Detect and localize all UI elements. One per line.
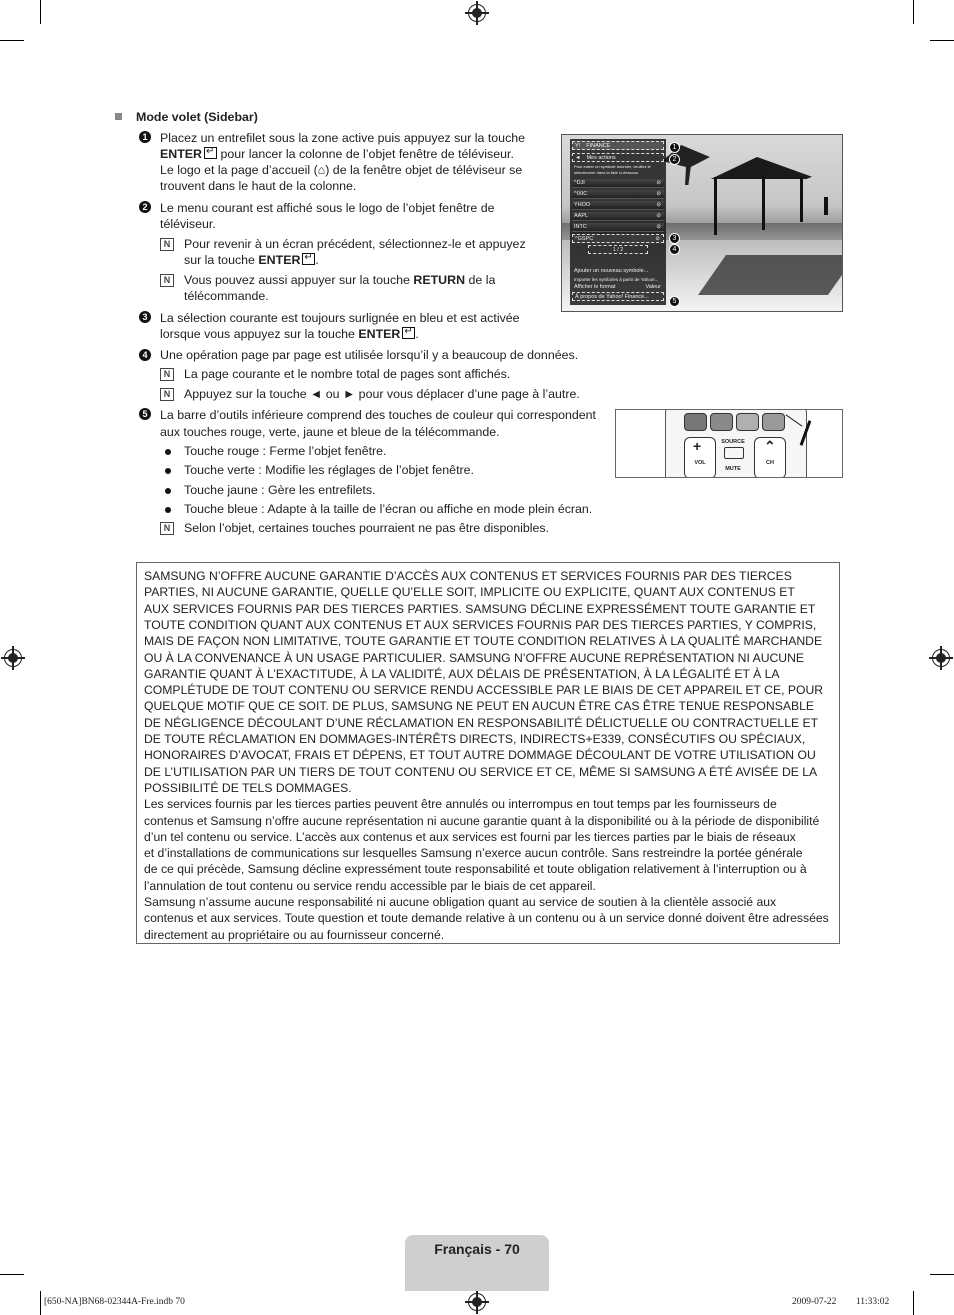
sidebar-menu[interactable] bbox=[572, 153, 664, 162]
registration-mark-icon bbox=[4, 649, 22, 667]
item-text: lorsque vous appuyez sur la touche ENTER↵ . bbox=[160, 326, 419, 342]
callout-number: 1 bbox=[669, 142, 680, 153]
item-text: La sélection courante est toujours surlignée en bleu et est activée bbox=[160, 311, 520, 325]
back-icon: ◄ bbox=[575, 155, 581, 161]
stock-delete-icon[interactable]: ⊘ bbox=[656, 202, 661, 208]
page-number-label: Français - 70 bbox=[434, 1241, 520, 1257]
disclaimer-line: COMPLÉTUDE DE TOUT CONTENU OU SERVICE RENDU ACCESSIBLE PAR LE BIAIS DE CET APPAREIL ET CE, POUR bbox=[144, 683, 824, 698]
disclaimer-line: GARANTIE QUANT À L’EXACTITUDE, À LA VALIDITÉ, AUX DÉLAIS DE PRÉSENTATION, À LA LÉGALITÉ ET À LA bbox=[144, 666, 780, 681]
disclaimer-line: et d’installations de communications sur lesquelles Samsung n’exerce aucun contrôle. Sans restreindre la portée générale bbox=[144, 846, 803, 861]
bullet-icon bbox=[165, 449, 171, 455]
callout-number: 3 bbox=[669, 233, 680, 244]
disclaimer-line: Les services fournis par les tierces parties peuvent être annulés ou interrompus en tout temps par les fournisseurs de bbox=[144, 797, 777, 812]
disclaimer-line: contenus et aux services. Toute question et toute demande relative à un contenu ou à un service donné doivent être adressées bbox=[144, 911, 829, 926]
stock-delete-icon[interactable]: ⊘ bbox=[656, 213, 661, 219]
source-icon bbox=[724, 447, 744, 459]
disclaimer-line: HONORAIRES D’AVOCAT, FRAIS ET DÉPENS, ET TOUT AUTRE DOMMAGE DÉCOULANT DE VOTRE UTILISATION OU bbox=[144, 748, 816, 763]
tv-hut-post bbox=[762, 175, 765, 230]
green-button[interactable] bbox=[710, 413, 733, 431]
stock-symbol: ^IXIC bbox=[574, 191, 588, 197]
blue-button[interactable] bbox=[762, 413, 785, 431]
stock-row[interactable] bbox=[572, 201, 664, 210]
note-icon: N bbox=[160, 368, 174, 381]
bullet-text: Touche rouge : Ferme l’objet fenêtre. bbox=[184, 444, 387, 458]
note-text: Appuyez sur la touche ◄ ou ► pour vous déplacer d’une page à l’autre. bbox=[184, 387, 580, 401]
action-item[interactable]: Ajouter un nouveau symbole... bbox=[574, 268, 649, 274]
crop-mark bbox=[0, 1274, 24, 1275]
disclaimer-line: directement au propriétaire ou au fournisseur concerné. bbox=[144, 927, 445, 942]
action-item[interactable] bbox=[572, 283, 664, 292]
stock-row[interactable] bbox=[572, 179, 664, 188]
step-number: 5 bbox=[139, 408, 151, 420]
disclaimer-line: MAIS DE FAÇON NON LIMITATIVE, TOUTE GARANTIE ET TOUTE CONDITION RELATIVES À LA QUALITÉ MARCHANDE bbox=[144, 634, 823, 649]
crop-mark bbox=[40, 0, 41, 24]
disclaimer-line: de ce qui précède, Samsung décline expressément toute responsabilité et toute obligation relativement à l’interruption ou à bbox=[144, 862, 807, 877]
yahoo-logo-icon: Y! bbox=[575, 143, 581, 149]
disclaimer-line: TOUTE CONDITION QUANT AUX CONTENUS ET AUX SERVICES FOURNIS PAR DES TIERCES PARTIES, Y COMPRIS, bbox=[144, 617, 817, 632]
disclaimer-line: d’un tel contenu ou service. L’accès aux contenus et aux services est fourni par les tierces parties par le biais de réseaux bbox=[144, 829, 796, 844]
date-slug: 2009-07-22 ￿￿ 11:33:02 bbox=[792, 1297, 890, 1307]
callout-number: 5 bbox=[669, 296, 680, 307]
item-text-part: lorsque vous appuyez sur la touche bbox=[160, 327, 355, 341]
item-text: Placez un entrefilet sous la zone active puis appuyez sur la touche bbox=[160, 131, 526, 145]
stock-symbol: ^GSPC bbox=[575, 236, 594, 242]
bullet-text: Touche jaune : Gère les entrefilets. bbox=[184, 483, 376, 497]
disclaimer-line: DE L’UTILISATION PAR UN TIERS DE TOUT CONTENU OU SERVICE ET CE, MÊME SI SAMSUNG A ÉTÉ AVISÉE DE LA bbox=[144, 764, 818, 779]
disclaimer-line: POSSIBILITÉ DE TELS DOMMAGES. bbox=[144, 780, 352, 795]
item-text bbox=[160, 162, 522, 178]
crop-mark bbox=[930, 40, 954, 41]
note-text-part: sur la touche bbox=[184, 253, 255, 267]
registration-mark-icon bbox=[932, 649, 950, 667]
disclaimer-line: PARTIES, NI AUCUNE GARANTIE, QUELLE QU’ELLE SOIT, IMPLICITE OU EXPLICITE, QUANT AUX CONTENUS ET bbox=[144, 585, 795, 600]
stock-row[interactable] bbox=[572, 212, 664, 221]
item-text: Une opération page par page est utilisée lorsqu’il y a beaucoup de données. bbox=[160, 348, 579, 362]
page-indicator: 1 / 2 bbox=[588, 245, 648, 254]
note-text bbox=[184, 272, 495, 288]
return-key-label: RETURN bbox=[413, 273, 466, 287]
step-number: 3 bbox=[139, 311, 151, 323]
disclaimer-line: contenus et Samsung n’offre aucune représentation ni aucune garantie quant à la disponibilité ou à la période de disponibilité bbox=[144, 813, 820, 828]
item-text: Le menu courant est affiché sous le logo de l’objet fenêtre de bbox=[160, 201, 495, 215]
enter-key-label: ENTER bbox=[258, 253, 301, 267]
enter-icon bbox=[302, 253, 315, 265]
note-text: La page courante et le nombre total de pages sont affichés. bbox=[184, 367, 511, 381]
note-text: Selon l’objet, certaines touches pourraient ne pas être disponibles. bbox=[184, 521, 550, 535]
ch-label: CH bbox=[766, 460, 774, 466]
bullet-icon bbox=[165, 468, 171, 474]
disclaimer-box bbox=[136, 562, 840, 944]
crop-mark bbox=[913, 1291, 914, 1315]
action-label: Afficher le format bbox=[574, 284, 616, 290]
source-label: SOURCE bbox=[721, 439, 745, 445]
disclaimer-line: DE NÉGLIGENCE DÉCOULANT D’UNE RÉCLAMATION EN RESPONSABILITÉ DÉLICTUELLE OU CONTRACTUELLE ET bbox=[144, 715, 819, 730]
ch-button[interactable] bbox=[754, 437, 786, 478]
sidebar-hint: Pour entrer un symbole boursier, veuillez le bbox=[574, 164, 651, 169]
item-text-part: Le logo et la page d’accueil ( bbox=[160, 163, 318, 177]
crop-mark bbox=[0, 40, 24, 41]
step-number: 4 bbox=[139, 349, 151, 361]
stock-row[interactable] bbox=[572, 223, 664, 232]
tv-hut-post bbox=[800, 177, 803, 222]
stock-symbol: INTC bbox=[574, 224, 587, 230]
note-icon: N bbox=[160, 274, 174, 287]
stock-symbol: ^DJI bbox=[574, 180, 585, 186]
disclaimer-line: l’annulation de tout contenu ou service rendu accessible par le biais de cet appareil. bbox=[144, 878, 596, 893]
bullet-text: Touche verte : Modifie les réglages de l’objet fenêtre. bbox=[184, 463, 474, 477]
tv-hut-post bbox=[714, 177, 717, 235]
note-icon: N bbox=[160, 388, 174, 401]
disclaimer-line: OU À LA CONVENANCE À UN USAGE PARTICULIER. SAMSUNG N’OFFRE AUCUNE REPRÉSENTATION NI AUCUNE bbox=[144, 650, 805, 665]
note-text-part: Vous pouvez aussi appuyer sur la touche bbox=[184, 273, 410, 287]
disclaimer-line: SAMSUNG N’OFFRE AUCUNE GARANTIE D’ACCÈS AUX CONTENUS ET SERVICES FOURNIS PAR DES TIERCES bbox=[144, 569, 792, 583]
item-text: téléviseur. bbox=[160, 217, 216, 231]
section-title: Mode volet (Sidebar) bbox=[136, 110, 258, 124]
disclaimer-line: Samsung n’assume aucune responsabilité ni aucune obligation quant au service de soutien à la clientèle associé aux bbox=[144, 895, 777, 909]
file-slug: [650-NA]BN68-02344A-Fre.indb 70 bbox=[44, 1297, 185, 1307]
source-mute-button[interactable] bbox=[718, 437, 748, 477]
note-icon: N bbox=[160, 522, 174, 535]
yellow-button[interactable] bbox=[736, 413, 759, 431]
stock-row-selected[interactable] bbox=[572, 234, 664, 243]
plus-icon: + bbox=[693, 438, 702, 454]
action-item[interactable]: Importer les symboles à partir de Yahoo!... bbox=[574, 277, 659, 282]
item-text: aux touches rouge, verte, jaune et bleue de la télécommande. bbox=[160, 425, 500, 439]
registration-mark-icon bbox=[468, 1293, 486, 1311]
note-text: sur la touche ENTER↵ . bbox=[184, 252, 319, 268]
remote-body bbox=[665, 409, 807, 478]
stock-delete-icon[interactable]: ⊘ bbox=[656, 191, 661, 197]
bullet-icon bbox=[165, 488, 171, 494]
sidebar-hint: sélectionner dans la liste ci-dessous. bbox=[574, 170, 640, 175]
item-text: La barre d’outils inférieure comprend des touches de couleur qui correspondent bbox=[160, 408, 597, 422]
action-item[interactable]: À propos de Yahoo! Finance... bbox=[572, 292, 664, 301]
enter-icon bbox=[204, 147, 217, 159]
mute-label: MUTE bbox=[725, 466, 741, 472]
vol-label: VOL bbox=[694, 460, 706, 466]
callout-number: 4 bbox=[669, 244, 680, 255]
callout-number: 2 bbox=[669, 154, 680, 165]
crop-mark bbox=[930, 1274, 954, 1275]
tv-beach-hut bbox=[702, 157, 812, 179]
enter-key-label: ENTER bbox=[358, 327, 401, 341]
stock-delete-icon[interactable]: ⊘ bbox=[655, 236, 660, 242]
item-text bbox=[160, 146, 514, 162]
registration-mark-icon bbox=[468, 4, 486, 22]
note-text-part: de la bbox=[468, 273, 496, 287]
red-button[interactable] bbox=[684, 413, 707, 431]
stock-symbol: AAPL bbox=[574, 213, 589, 219]
disclaimer-line: QUELQUE MOTIF QUE CE SOIT. DE PLUS, SAMSUNG NE PEUT EN AUCUN ÊTRE CAS ÊTRE TENUE RESPONSABLE bbox=[144, 699, 814, 714]
tv-palm-tree bbox=[662, 145, 710, 185]
disclaimer-line: AUX SERVICES FOURNIS PAR DES TIERCES PARTIES. SAMSUNG DÉCLINE EXPRESSÉMENT TOUTE GARANTIE ET bbox=[144, 601, 816, 616]
stock-delete-icon[interactable]: ⊘ bbox=[656, 180, 661, 186]
stock-delete-icon[interactable]: ⊘ bbox=[656, 224, 661, 230]
home-icon: ⌂ bbox=[317, 163, 326, 177]
remote-control-illustration bbox=[615, 409, 843, 478]
crop-mark bbox=[913, 0, 914, 24]
bullet-icon bbox=[165, 507, 171, 513]
stock-symbol: YHOO bbox=[574, 202, 591, 208]
step-number: 2 bbox=[139, 201, 151, 213]
ch-up-icon: ⌃ bbox=[764, 438, 776, 454]
note-text: Pour revenir à un écran précédent, sélectionnez-le et appuyez bbox=[184, 237, 526, 251]
sidebar-header bbox=[572, 141, 664, 150]
section-bullet-icon bbox=[115, 113, 122, 120]
note-text: télécommande. bbox=[184, 289, 269, 303]
item-text-part: ) de la fenêtre objet de téléviseur se bbox=[325, 163, 523, 177]
widget-sidebar[interactable] bbox=[570, 139, 666, 305]
crop-mark bbox=[40, 1291, 41, 1315]
item-text-part: pour lancer la colonne de l’objet fenêtre de téléviseur. bbox=[220, 147, 514, 161]
vol-button[interactable] bbox=[684, 437, 716, 478]
note-icon: N bbox=[160, 238, 174, 251]
step-number: 1 bbox=[139, 131, 151, 143]
action-value: Valeur bbox=[645, 284, 661, 290]
sidebar-menu-label: Mes actions bbox=[586, 155, 616, 161]
bullet-text: Touche bleue : Adapte à la taille de l’écran ou affiche en mode plein écran. bbox=[184, 502, 593, 516]
tv-person bbox=[824, 197, 828, 215]
page-footer-tab bbox=[405, 1235, 549, 1291]
tv-screenshot bbox=[561, 134, 843, 312]
enter-icon bbox=[402, 327, 415, 339]
enter-key-label: ENTER bbox=[160, 147, 202, 161]
stock-row[interactable] bbox=[572, 190, 664, 199]
sidebar-header-label: FINANCE bbox=[586, 143, 611, 149]
item-text: trouvent dans le haut de la colonne. bbox=[160, 179, 357, 193]
disclaimer-line: DE TOUTE RÉCLAMATION EN DOMMAGES-INTÉRÊTS DIRECTS, INDIRECTS+E339, CONSÉCUTIFS OU SPÉCIAUX, bbox=[144, 732, 806, 746]
